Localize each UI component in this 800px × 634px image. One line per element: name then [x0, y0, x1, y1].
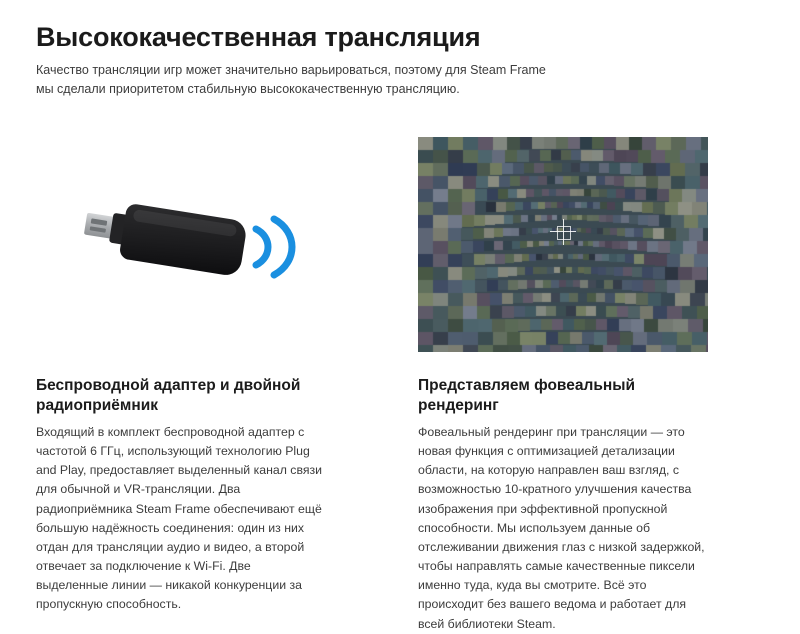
feature-body-wireless-adapter: Входящий в комплект беспроводной адаптер с частотой 6 ГГц, использующий технологию Plug and Play, предоставляет выделенный канал связи для обычной и VR-трансляции. Два радиоприёмника Steam Frame обеспечивают ещё большую надёжность соединения: один из них отдан для трансляции аудио и видео, а второй отвечает за подключение к Wi-Fi. Две выделенные линии — никакой конкуренции за пропускную способность.: [36, 424, 323, 612]
feature-title-foveated-rendering: Представляем фовеальный рендеринг: [418, 377, 635, 415]
dongle-body: [119, 203, 248, 277]
wireless-usb-adapter-illustration: [36, 137, 326, 352]
feature-column-wireless-adapter: [36, 137, 326, 634]
feature-columns: [36, 137, 764, 634]
feature-column-foveated-rendering: [418, 137, 708, 634]
wifi-signal-icon: [250, 215, 310, 279]
foveated-rendering-mosaic: [418, 137, 708, 352]
gaze-reticle-box: [557, 226, 571, 240]
page-title: Высококачественная трансляция: [36, 22, 481, 52]
feature-body-foveated-rendering: Фовеальный рендеринг при трансляции — это новая функция с оптимизацией детализации области, на которую направлен ваш взгляд, с возможностью 10-кратного улучшения качества изображения при эффективной пропускной способности. Мы используем данные об отслеживании движения глаз с низкой задержкой, чтобы направлять самые качественные пиксели именно туда, куда вы смотрите. Всё это происходит без вашего ведома и работает для всей библиотеки Steam.: [418, 424, 705, 631]
feature-title-wireless-adapter: Беспроводной адаптер и двойной радиоприёмник: [36, 377, 301, 415]
gaze-reticle-icon: [550, 219, 576, 245]
page-intro-text: Качество трансляции игр может значительно варьироваться, поэтому для Steam Frame мы сделали приоритетом стабильную высококачественную трансляцию.: [36, 63, 546, 97]
usb-dongle-graphic: [80, 197, 248, 283]
